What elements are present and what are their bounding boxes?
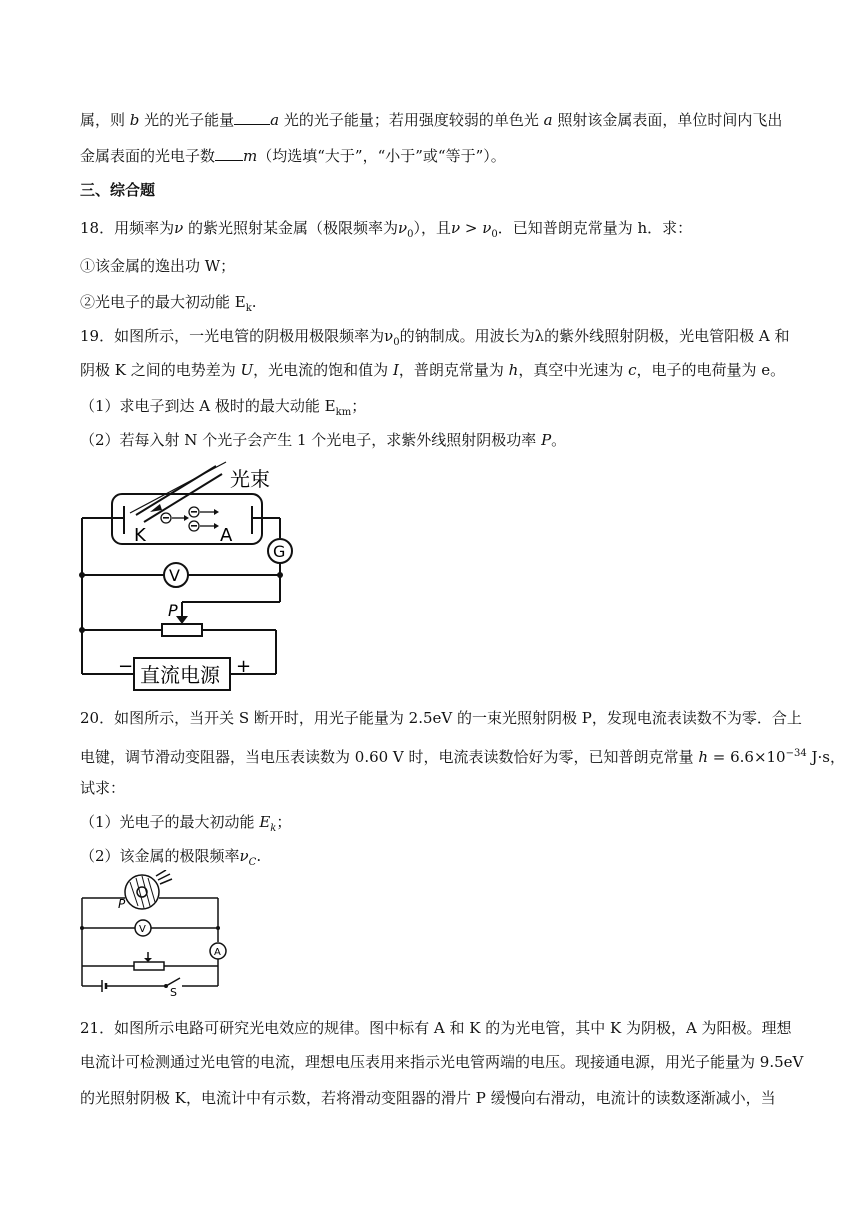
text: ．已知普朗克常量为 h．求： bbox=[497, 219, 693, 237]
text: h bbox=[698, 748, 708, 766]
text: 。 bbox=[551, 431, 567, 449]
text: k bbox=[245, 303, 252, 314]
text: = 6.6×10 bbox=[707, 748, 786, 766]
text: ν > ν bbox=[451, 219, 492, 237]
text: 属，则 bbox=[80, 111, 130, 129]
q20-sub-2 bbox=[80, 846, 261, 873]
text: 照射该金属表面，单位时间内飞出 bbox=[552, 111, 783, 129]
rheostat-icon bbox=[134, 962, 164, 970]
minus-sign bbox=[191, 511, 197, 513]
q18-part-2 bbox=[80, 292, 257, 319]
q20-line-2 bbox=[80, 744, 845, 767]
text: ； bbox=[276, 813, 292, 831]
text: 0 bbox=[407, 229, 414, 240]
voltmeter-label: V bbox=[139, 924, 146, 935]
text: 光的光子能量 bbox=[139, 111, 235, 129]
q21-line-3: 的光照射阴极 K，电流计中有示数，若将滑动变阻器的滑片 P 缓慢向右滑动，电流计的读数逐渐减小，当 bbox=[80, 1089, 776, 1107]
dc-source-label: 直流电源 bbox=[140, 663, 220, 687]
light-ray bbox=[160, 879, 172, 884]
plus-terminal-label: + bbox=[236, 656, 252, 677]
light-ray bbox=[158, 874, 170, 880]
text: 0 bbox=[393, 337, 400, 348]
arrow-head-icon bbox=[184, 515, 189, 521]
text: h bbox=[508, 361, 519, 379]
voltmeter-label: V bbox=[169, 566, 180, 585]
text: ），且 bbox=[413, 219, 452, 237]
rheostat-icon bbox=[162, 624, 202, 636]
light-ray bbox=[156, 870, 166, 876]
switch-contact bbox=[164, 984, 168, 988]
junction-dot bbox=[79, 627, 85, 633]
text: 的钠制成。用波长为λ的紫外线照射阴极，光电管阳极 A 和 bbox=[399, 327, 790, 345]
junction-dot bbox=[277, 572, 283, 578]
text: 18．用频率为 bbox=[80, 219, 175, 237]
cathode-label: P bbox=[118, 897, 126, 911]
minus-sign bbox=[163, 517, 169, 519]
photocell-circuit-figure bbox=[78, 870, 234, 998]
q21-line-1: 21．如图所示电路可研究光电效应的规律。图中标有 A 和 K 的为光电管，其中 K 为阴极，A 为阳极。理想 bbox=[80, 1019, 792, 1037]
text: （2）若每入射 N 个光子会产生 1 个光电子，求紫外线照射阴极功率 bbox=[80, 431, 542, 449]
q20-line-1: 20．如图所示，当开关 S 断开时，用光子能量为 2.5eV 的一束光照射阴极 P，发现电流表读数不为零．合上 bbox=[80, 709, 802, 727]
q17-line-2 bbox=[80, 146, 506, 166]
text: U bbox=[240, 361, 254, 379]
minus-sign bbox=[191, 525, 197, 527]
text: ； bbox=[351, 397, 367, 415]
text: 19．如图所示，一光电管的阴极用极限频率为ν bbox=[80, 327, 394, 345]
switch-lever bbox=[166, 978, 180, 986]
text: ν bbox=[174, 219, 184, 237]
q20-sub-1 bbox=[80, 812, 291, 839]
text: 光的光子能量；若用强度较弱的单色光 bbox=[279, 111, 544, 129]
galvanometer-label: G bbox=[273, 542, 286, 561]
q21-line-2: 电流计可检测通过光电管的电流，理想电压表用来指示光电管两端的电压。现接通电源，用光子能量为 9.5eV bbox=[80, 1053, 804, 1071]
text: （1）光电子的最大初动能 bbox=[80, 813, 260, 831]
answer-blank[interactable] bbox=[234, 110, 270, 125]
text: 金属表面的光电子数 bbox=[80, 147, 216, 165]
ammeter-label: A bbox=[214, 947, 221, 958]
q20-line-3: 试求： bbox=[80, 779, 126, 797]
text: （2）该金属的极限频率 bbox=[80, 847, 240, 865]
beam-label: 光束 bbox=[230, 467, 270, 491]
anode-label: A bbox=[220, 525, 233, 546]
text: 的紫光照射某金属（极限频率为 bbox=[183, 219, 398, 237]
text: ν bbox=[239, 847, 249, 865]
answer-blank[interactable] bbox=[215, 146, 243, 161]
text: J·s， bbox=[806, 748, 845, 766]
text: ，光电流的饱和值为 bbox=[253, 361, 393, 379]
text: −34 bbox=[785, 748, 807, 759]
beam-line bbox=[144, 474, 222, 522]
text: . bbox=[251, 293, 257, 311]
text: （均选填“大于”，“小于”或“等于”）。 bbox=[257, 147, 506, 165]
text: ，普朗克常量为 bbox=[398, 361, 509, 379]
q18-stem bbox=[80, 218, 692, 245]
text: ν bbox=[398, 219, 408, 237]
q17-line-1 bbox=[80, 110, 782, 130]
junction-dot bbox=[79, 572, 85, 578]
switch-label: S bbox=[170, 986, 177, 998]
arrow-head-icon bbox=[214, 509, 219, 515]
section-title: 三、综合题 bbox=[80, 181, 156, 199]
text: b bbox=[129, 111, 140, 129]
text: k bbox=[270, 823, 277, 834]
text: a bbox=[270, 111, 280, 129]
light-rays-icon bbox=[156, 870, 172, 884]
phototube-circuit-figure bbox=[76, 460, 306, 696]
text: ，真空中光速为 bbox=[518, 361, 629, 379]
text: ②光电子的最大初动能 E bbox=[80, 293, 246, 311]
text: 阴极 K 之间的电势差为 bbox=[80, 361, 241, 379]
text: P bbox=[541, 431, 552, 449]
junction-dot bbox=[80, 926, 84, 930]
q19-line-2 bbox=[80, 360, 785, 380]
beam-line bbox=[130, 462, 226, 513]
arrow-head-icon bbox=[214, 523, 219, 529]
text: E bbox=[259, 813, 271, 831]
q19-sub-1 bbox=[80, 396, 366, 423]
text: （1）求电子到达 A 极时的最大动能 E bbox=[80, 397, 336, 415]
text: m bbox=[243, 147, 258, 165]
slider-arrow-icon bbox=[176, 616, 188, 624]
text: 0 bbox=[491, 229, 498, 240]
hatch-line bbox=[148, 878, 155, 902]
photocell-hatching bbox=[130, 876, 155, 908]
text: . bbox=[256, 847, 262, 865]
text: a bbox=[543, 111, 553, 129]
text: c bbox=[628, 361, 637, 379]
q18-part-1: ①该金属的逸出功 W； bbox=[80, 257, 236, 275]
slider-label: P bbox=[168, 601, 178, 620]
minus-terminal-label: − bbox=[118, 656, 134, 677]
q19-line-1 bbox=[80, 326, 789, 353]
text: km bbox=[335, 407, 352, 418]
photocell-icon bbox=[125, 875, 159, 909]
text: 电键，调节滑动变阻器，当电压表读数为 0.60 V 时，电流表读数恰好为零，已知普朗克常量 bbox=[80, 748, 699, 766]
text: C bbox=[248, 857, 257, 868]
cathode-label: K bbox=[134, 525, 146, 546]
text: ，电子的电荷量为 e。 bbox=[636, 361, 786, 379]
text: I bbox=[392, 361, 399, 379]
junction-dot bbox=[216, 926, 220, 930]
q19-sub-2 bbox=[80, 430, 566, 450]
